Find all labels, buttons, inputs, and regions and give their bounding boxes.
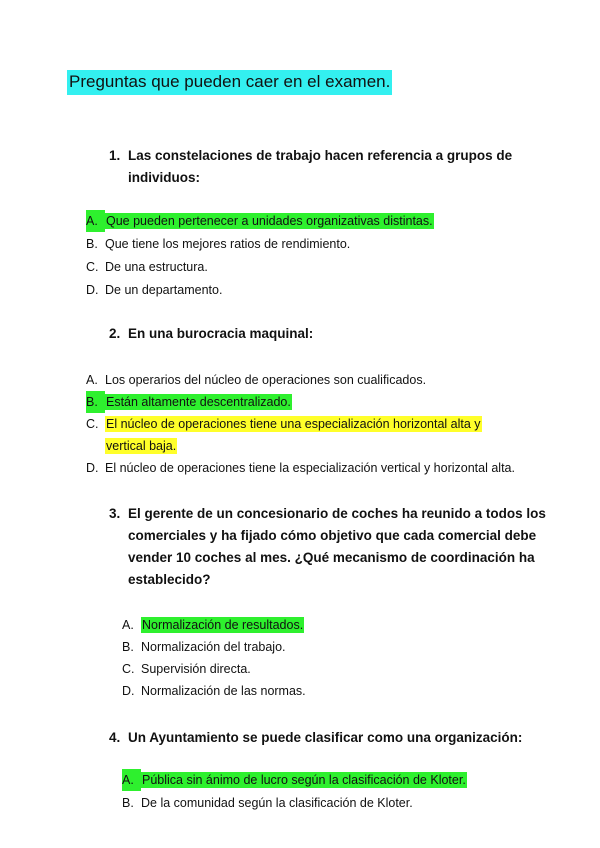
option-text: Normalización de resultados. xyxy=(142,618,304,632)
option-text: De un departamento. xyxy=(105,283,223,297)
question-4 xyxy=(109,727,523,749)
option-4b xyxy=(122,792,413,814)
option-3c xyxy=(122,658,251,680)
option-letter: B. xyxy=(86,391,105,413)
option-text: Supervisión directa. xyxy=(141,662,251,676)
page-title: Preguntas que pueden caer en el examen. xyxy=(67,70,392,95)
option-2c-continued xyxy=(105,435,177,457)
option-text: vertical baja. xyxy=(106,439,177,453)
option-text: Están altamente descentralizado. xyxy=(106,395,291,409)
option-letter: B. xyxy=(122,640,134,654)
option-letter: A. xyxy=(86,373,98,387)
option-2b xyxy=(86,391,292,413)
question-text-line: vender 10 coches al mes. ¿Qué mecanismo de coordinación ha xyxy=(128,550,535,565)
option-1c xyxy=(86,256,208,278)
question-number: 3. xyxy=(109,506,121,521)
option-text: Que tiene los mejores ratios de rendimiento. xyxy=(105,237,351,251)
option-letter: D. xyxy=(86,461,99,475)
option-1a xyxy=(86,210,434,232)
option-3a xyxy=(122,614,304,636)
option-text: Normalización del trabajo. xyxy=(141,640,286,654)
question-number: 2. xyxy=(109,326,121,341)
option-text: De la comunidad según la clasificación de Kloter. xyxy=(141,796,413,810)
option-text: Pública sin ánimo de lucro según la clasificación de Kloter. xyxy=(142,773,466,787)
option-text: El núcleo de operaciones tiene la especialización vertical y horizontal alta. xyxy=(105,461,515,475)
option-4a xyxy=(122,769,467,791)
question-text-line: Las constelaciones de trabajo hacen referencia a grupos de xyxy=(128,148,513,163)
option-text: Los operarios del núcleo de operaciones son cualificados. xyxy=(105,373,427,387)
option-letter: A. xyxy=(122,769,141,791)
option-text: Que pueden pertenecer a unidades organizativas distintas. xyxy=(106,214,433,228)
option-1b xyxy=(86,233,350,255)
question-text-line: establecido? xyxy=(128,572,211,587)
question-text-line: comerciales y ha fijado cómo objetivo que cada comercial debe xyxy=(128,528,537,543)
option-3d xyxy=(122,680,306,702)
option-letter: C. xyxy=(86,417,99,431)
question-2 xyxy=(109,323,314,345)
option-1d xyxy=(86,279,222,301)
option-letter: A. xyxy=(122,618,134,632)
question-number: 4. xyxy=(109,730,121,745)
option-2d xyxy=(86,457,515,479)
option-letter: B. xyxy=(86,237,98,251)
option-3b xyxy=(122,636,286,658)
option-letter: C. xyxy=(86,260,99,274)
question-number: 1. xyxy=(109,148,121,163)
option-2a xyxy=(86,369,426,391)
option-text: Normalización de las normas. xyxy=(141,684,306,698)
question-text-line: individuos: xyxy=(128,170,200,185)
question-1 xyxy=(109,145,513,189)
question-text-line: Un Ayuntamiento se puede clasificar como una organización: xyxy=(128,730,523,745)
option-2c xyxy=(86,413,482,435)
question-3 xyxy=(109,503,546,591)
option-text: El núcleo de operaciones tiene una especialización horizontal alta y xyxy=(106,417,481,431)
option-letter: D. xyxy=(86,283,99,297)
question-text-line: El gerente de un concesionario de coches ha reunido a todos los xyxy=(128,506,546,521)
option-letter: A. xyxy=(86,210,105,232)
question-text-line: En una burocracia maquinal: xyxy=(128,326,314,341)
option-letter: B. xyxy=(122,796,134,810)
option-letter: D. xyxy=(122,684,135,698)
option-letter: C. xyxy=(122,662,135,676)
option-text: De una estructura. xyxy=(105,260,208,274)
